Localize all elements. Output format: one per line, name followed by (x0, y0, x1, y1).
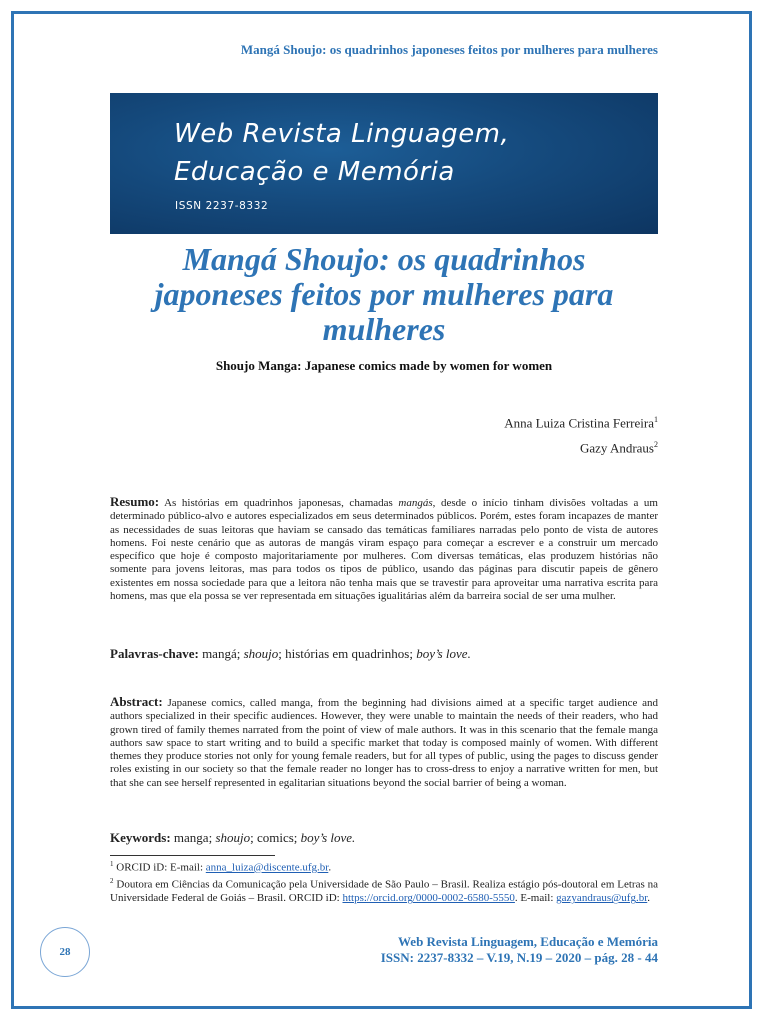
banner-line-1: Web Revista Linguagem, (174, 119, 510, 149)
palavras-chave (110, 646, 658, 662)
page-number-badge (40, 927, 90, 977)
keywords-k4: boy’s love. (300, 830, 356, 845)
footnote-2 (110, 875, 658, 906)
keywords-k3: ; comics; (250, 830, 301, 845)
footnote-1-text: ORCID iD: E-mail: (113, 861, 206, 874)
palavras-chave-k1: mangá; (198, 646, 244, 661)
footnote-1-mark: 1 (110, 860, 114, 868)
title-line-1: Mangá Shoujo: os quadrinhos (182, 241, 586, 277)
author-1 (504, 415, 658, 431)
resumo-term: mangás (398, 497, 433, 509)
palavras-chave-label: Palavras-chave: (110, 646, 199, 661)
banner-line-2: Educação e Memória (174, 157, 455, 187)
footnote-2-orcid-link[interactable]: https://orcid.org/0000-0002-6580-5550 (342, 892, 515, 905)
article-title (110, 242, 658, 347)
footnote-2-mid: . E-mail: (514, 892, 557, 905)
footnote-2-email-link[interactable]: gazyandraus@ufg.br (556, 892, 648, 905)
palavras-chave-k2: shoujo (243, 646, 279, 661)
palavras-chave-k3: ; histórias em quadrinhos; (278, 646, 417, 661)
abstract-text: Japanese comics, called manga, from the beginning had divisions aimed at a specific target audience and authors specialized in their specific audiences. However, they were unable to maintain the needs of their readers, who had grown tired of family themes narrated from the point of view of male authors. It was in this scenario that the female manga authors saw space to start writing and to build a specific market that today is composed mainly of women. With different themes they produce stories not only for young female readers, but for all types of public, using the pages to discuss gender roles existing in our society so that the female reader no longer has to cross-dress to enjoy a narrative written for men, but that she can see herself represented in egalitarian situations beyond the social barrier of being a woman. (110, 697, 658, 789)
author-1-note[interactable]: 1 (654, 415, 658, 424)
keywords-k1: manga; (170, 830, 216, 845)
author-2-note[interactable]: 2 (654, 440, 658, 449)
author-2-name: Gazy Andraus (579, 440, 654, 456)
journal-banner (110, 93, 658, 234)
footnote-1 (110, 858, 658, 875)
resumo-label: Resumo: (110, 494, 160, 509)
keywords-label: Keywords: (110, 830, 171, 845)
footer-journal-name: Web Revista Linguagem, Educação e Memória (398, 934, 658, 949)
footnote-rule (110, 855, 275, 856)
running-head: Mangá Shoujo: os quadrinhos japoneses feitos por mulheres para mulheres (240, 42, 658, 57)
keywords (110, 830, 658, 846)
footnote-1-email-link[interactable]: anna_luiza@discente.ufg.br (205, 861, 329, 874)
keywords-k2: shoujo (215, 830, 251, 845)
abstract-paragraph (110, 695, 658, 790)
footer-issn: ISSN: 2237-8332 – V.19, N.19 – 2020 – pág. 28 - 44 (380, 950, 658, 965)
footnote-2-text: Doutora em Ciências da Comunicação pela Universidade de São Paulo – Brasil. Realiza estágio pós-doutoral em Letras na Universidade Federal de Goiás – Brasil. ORCID iD: (110, 878, 658, 905)
footnote-1-end: . (328, 861, 332, 874)
palavras-chave-k4: boy’s love. (416, 646, 471, 661)
article-subtitle: Shoujo Manga: Japanese comics made by women for women (215, 358, 553, 373)
page-number: 28 (59, 946, 71, 958)
banner-issn: ISSN 2237-8332 (175, 200, 269, 212)
footnote-2-end: . (647, 892, 650, 905)
author-2 (580, 440, 658, 456)
resumo-text-a: As histórias em quadrinhos japonesas, chamadas (159, 497, 399, 509)
title-line-2: japoneses feitos por mulheres para (154, 276, 614, 312)
author-1-name: Anna Luiza Cristina Ferreira (504, 415, 654, 431)
footnotes (110, 858, 658, 906)
resumo-paragraph (110, 495, 658, 603)
abstract-label: Abstract: (110, 694, 163, 709)
resumo-text-b: , desde o início tinham divisões voltadas a um determinado público-alvo e autores especializados em seus determinados públicos. Porém, estes foram incapazes de manter as necessidades de suas leitoras que haviam se cansado das temáticas familiares narradas pelo ponto de vista de autores homens. Foi neste cenário que as autoras de mangás viram espaço para começar a escrever e a construir um mercado específico que hoje é composto majoritariamente por mulheres. Com diversas temáticas, elas produzem histórias não somente para jovens leitoras, mas para todos os tipos de público, usando das páginas para discutir papeis de gênero existentes em nossa sociedade para que a leitora não tenha mais que se travestir para aproveitar uma narrativa escrita para homens, mas que ela possa se ver representada em situações igualitárias além da barreira social de ser uma mulher. (110, 497, 658, 603)
title-line-3: mulheres (322, 311, 446, 347)
footnote-2-mark: 2 (110, 877, 114, 886)
